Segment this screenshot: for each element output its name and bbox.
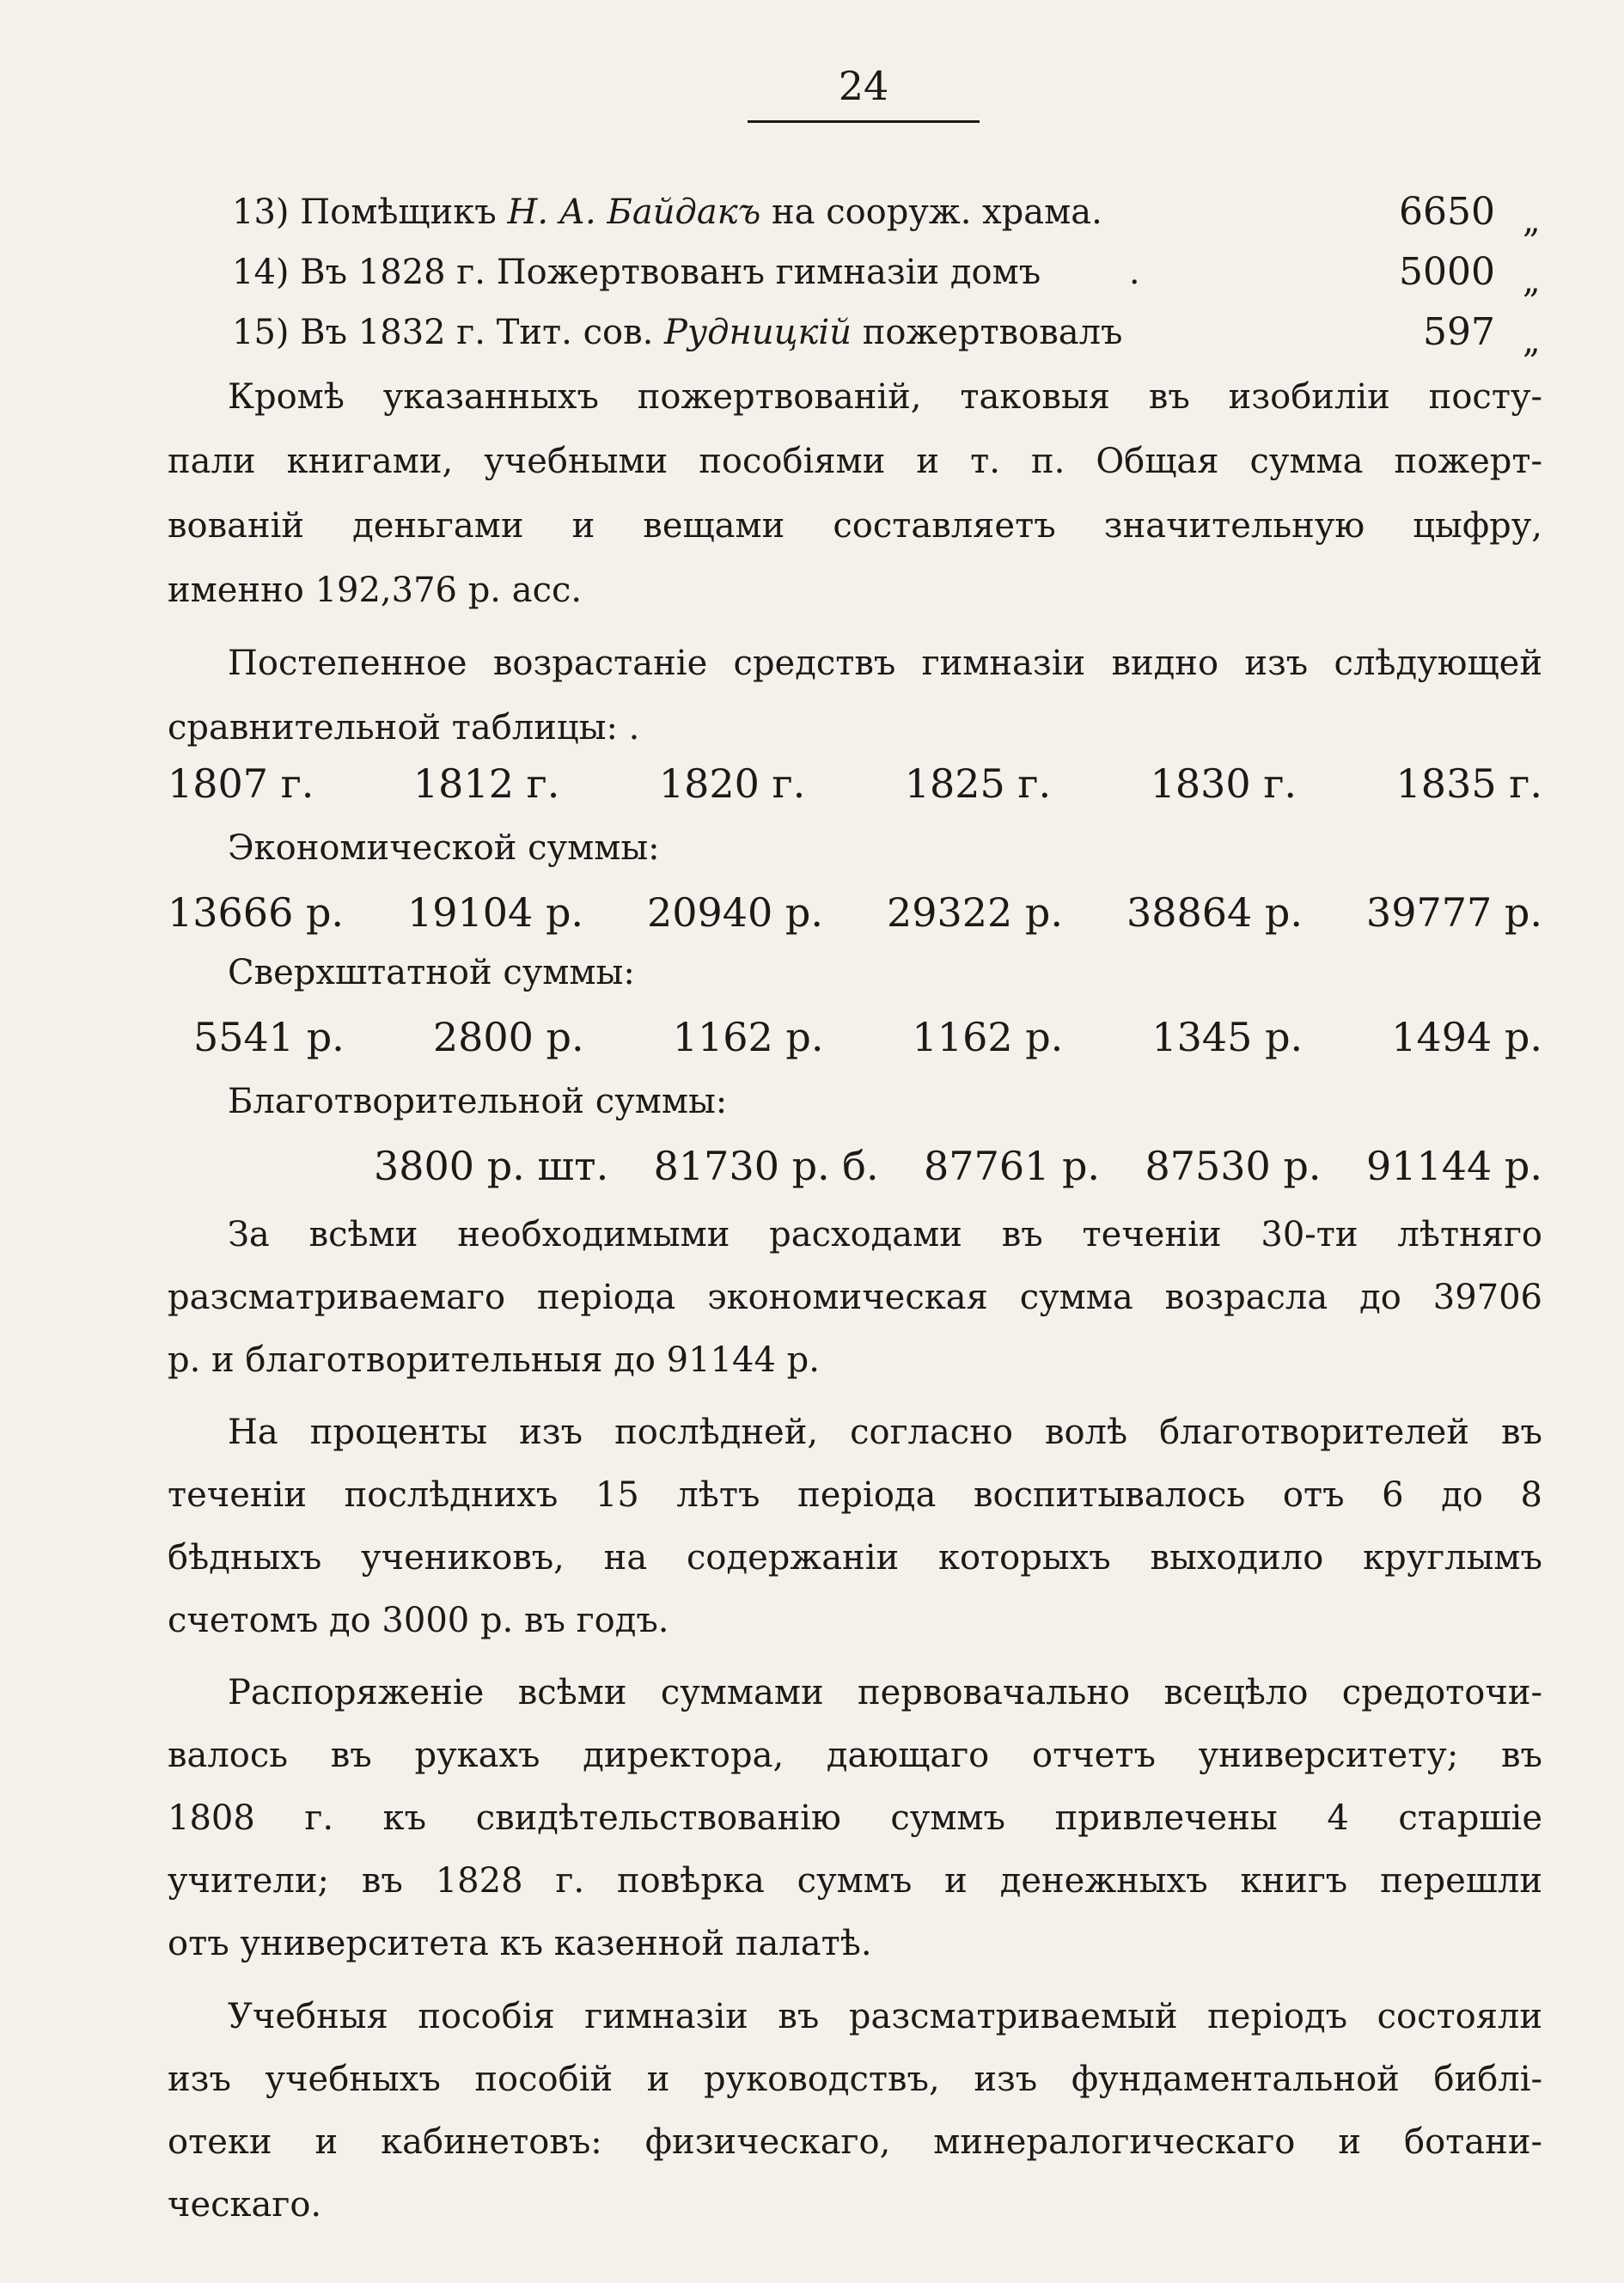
- table-cell: 87530 р.: [1145, 1143, 1322, 1189]
- item-purpose: на сооруж. храма.: [771, 192, 1102, 232]
- table-economic-label: Экономической суммы:: [228, 828, 660, 868]
- table-extra-label: Сверхштатной суммы:: [228, 953, 635, 992]
- paragraph-line: разсматриваемаго періода экономическая сумма возрасла до 39706: [168, 1278, 1542, 1317]
- ditto-mark: „: [1523, 201, 1541, 241]
- table-economic-row: [168, 885, 1542, 940]
- table-year: 1830 г.: [1150, 760, 1297, 807]
- paragraph-line: учители; въ 1828 г. повѣрка суммъ и денежныхъ книгъ перешли: [168, 1861, 1542, 1901]
- paragraph-line: теченіи послѣднихъ 15 лѣтъ періода воспитывалось отъ 6 до 8: [168, 1475, 1542, 1515]
- table-cell: 1162 р.: [672, 1014, 824, 1060]
- paragraph-line: р. и благотворительныя до 91144 р.: [168, 1340, 820, 1380]
- item-text: Въ 1832 г. Тит. сов.: [300, 313, 654, 352]
- table-year: 1807 г.: [168, 760, 314, 807]
- item-number: 14): [232, 253, 290, 292]
- donation-amount-14: 5000: [1399, 250, 1495, 294]
- page-number: 24: [838, 63, 889, 109]
- paragraph-line: ческаго.: [168, 2185, 322, 2225]
- table-cell: 38864 р.: [1126, 889, 1303, 936]
- ditto-mark: „: [1523, 261, 1541, 301]
- paragraph-line: отеки и кабинетовъ: физическаго, минералогическаго и ботани-: [168, 2122, 1542, 2162]
- table-cell: 1345 р.: [1151, 1014, 1303, 1060]
- table-extra-row: [193, 1010, 1542, 1065]
- table-charity-row: [374, 1138, 1542, 1193]
- paragraph-line: вованій деньгами и вещами составляетъ значительную цыфру,: [168, 506, 1542, 546]
- table-cell: 13666 р.: [168, 889, 345, 936]
- item-text: Помѣщикъ: [300, 192, 497, 232]
- paragraph-line: Распоряженіе всѣми суммами первовачально всецѣло средоточи-: [228, 1673, 1542, 1712]
- paragraph-line: бѣдныхъ учениковъ, на содержаніи которыхъ выходило круглымъ: [168, 1538, 1542, 1578]
- table-cell: 20940 р.: [646, 889, 823, 936]
- table-cell: 1494 р.: [1391, 1014, 1542, 1060]
- table-cell: 2800 р.: [432, 1014, 584, 1060]
- paragraph-line: Постепенное возрастаніе средствъ гимназіи видно изъ слѣдующей: [228, 644, 1542, 683]
- item-number: 13): [232, 192, 290, 232]
- table-year: 1835 г.: [1395, 760, 1542, 807]
- donor-name: Н. А. Байдакъ: [507, 192, 761, 232]
- page-number-rule: [748, 120, 980, 123]
- item-number: 15): [232, 313, 290, 352]
- paragraph-line: именно 192,376 р. асс.: [168, 571, 583, 610]
- table-cell: 3800 р. шт.: [374, 1143, 609, 1189]
- donation-amount-15: 597: [1423, 310, 1495, 354]
- table-cell: 5541 р.: [193, 1014, 345, 1060]
- paragraph-line: отъ университета къ казенной палатѣ.: [168, 1924, 872, 1963]
- item-dot: .: [1128, 253, 1140, 292]
- table-cell: 39777 р.: [1365, 889, 1542, 936]
- table-year: 1820 г.: [658, 760, 806, 807]
- ditto-mark: „: [1523, 321, 1541, 361]
- table-cell: 87761 р.: [924, 1143, 1101, 1189]
- table-charity-label: Благотворительной суммы:: [228, 1082, 728, 1121]
- paragraph-line: Кромѣ указанныхъ пожертвованій, таковыя въ изобиліи посту-: [228, 377, 1542, 417]
- paragraph-line: счетомъ до 3000 р. въ годъ.: [168, 1601, 669, 1640]
- paragraph-line: На проценты изъ послѣдней, согласно волѣ благотворителей въ: [228, 1413, 1542, 1452]
- table-cell: 19104 р.: [406, 889, 584, 936]
- table-cell: 91144 р.: [1365, 1143, 1542, 1189]
- item-purpose: пожертвовалъ: [862, 313, 1123, 352]
- item-text: Въ 1828 г. Пожертвованъ гимназіи домъ: [300, 253, 1041, 292]
- donor-name: Рудницкій: [664, 313, 852, 352]
- paragraph-line: пали книгами, учебными пособіями и т. п. Общая сумма пожерт-: [168, 442, 1542, 481]
- table-cell: 1162 р.: [912, 1014, 1064, 1060]
- paragraph-line: Учебныя пособія гимназіи въ разсматриваемый періодъ состояли: [228, 1997, 1542, 2036]
- table-cell: 81730 р. б.: [653, 1143, 879, 1189]
- table-years-row: [168, 756, 1542, 811]
- table-year: 1825 г.: [904, 760, 1052, 807]
- paragraph-line: валось въ рукахъ директора, дающаго отчетъ университету; въ: [168, 1736, 1542, 1775]
- paragraph-line: 1808 г. къ свидѣтельствованію суммъ привлечены 4 старшіе: [168, 1798, 1542, 1838]
- table-year: 1812 г.: [412, 760, 560, 807]
- paragraph-line: За всѣми необходимыми расходами въ теченіи 30-ти лѣтняго: [228, 1215, 1542, 1254]
- paragraph-line: изъ учебныхъ пособій и руководствъ, изъ фундаментальной библі-: [168, 2060, 1542, 2099]
- paragraph-line: сравнительной таблицы: .: [168, 708, 640, 748]
- table-cell: 29322 р.: [886, 889, 1063, 936]
- donation-amount-13: 6650: [1399, 190, 1495, 234]
